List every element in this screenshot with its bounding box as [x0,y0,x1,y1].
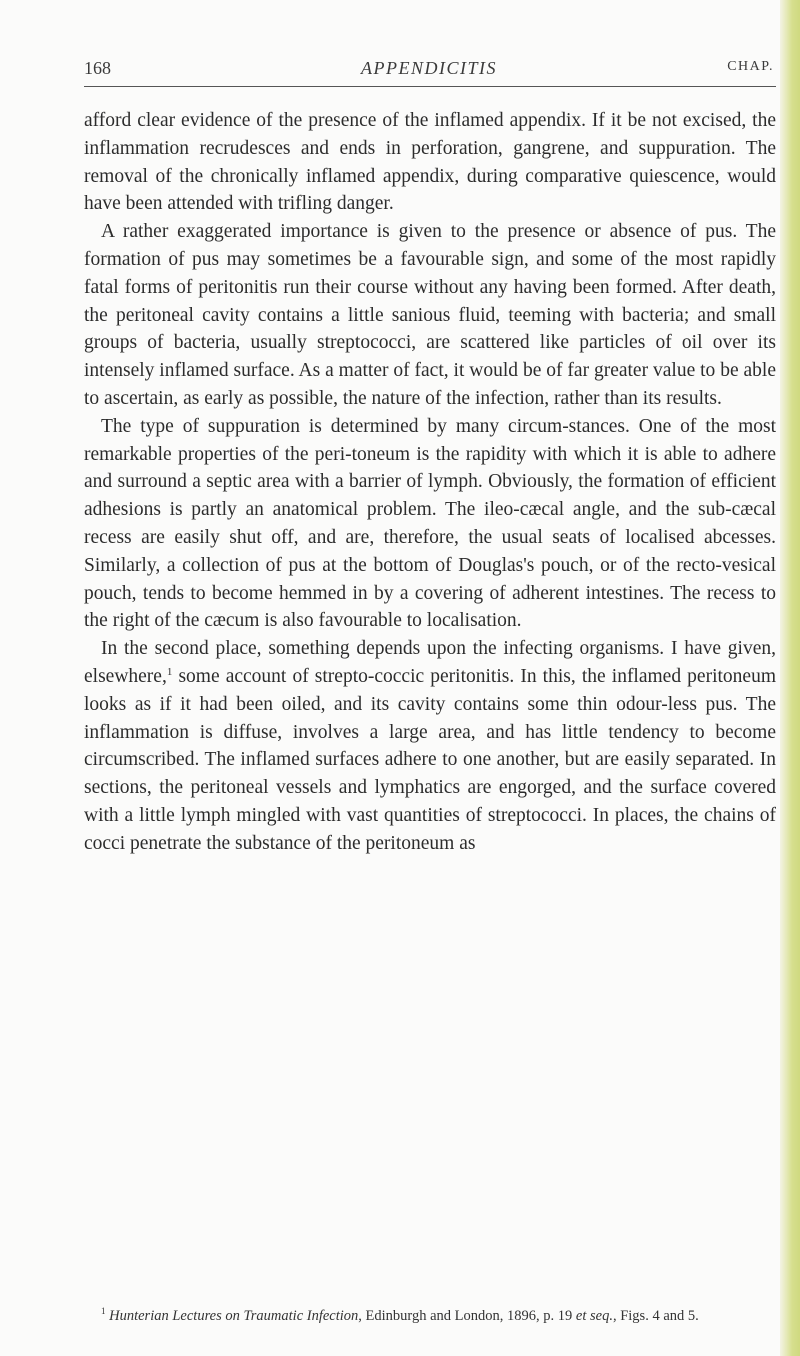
paragraph-2: A rather exaggerated importance is given to the presence or absence of pus. The formation of pus may sometimes be a favourable sign, and some of the most rapidly fatal forms of peritonitis run their course without any having been formed. After death, the peritoneal cavity contains a little sanious fluid, teeming with bacteria; and small groups of bacteria, usually streptococci, are scattered like particles of oil over its intensely inflamed surface. As a matter of fact, it would be of far greater value to be able to ascertain, as early as possible, the nature of the infection, rather than its results. [84,221,776,409]
paragraph-4-after-ref: some account of strepto-coccic peritonitis. In this, the inflamed peritoneum looks as if it had been oiled, and its cavity contains some thin odour-less pus. The inflammation is diffuse, involves a large area, and has little tendency to become circumscribed. The inflamed surfaces adhere to one another, but are easily separated. In sections, the peritoneal vessels and lymphatics are engorged, and the surface covered with a little lymph mingled with vast quantities of streptococci. In places, the chains of cocci penetrate the substance of the peritoneum as [84,665,776,854]
running-title: APPENDICITIS [361,58,497,78]
chapter-mark: CHAP. [727,59,774,74]
footnote [84,1305,776,1327]
paragraph-3: The type of suppuration is determined by many circum-stances. One of the most remarkable properties of the peri-toneum is the rapidity with which it is able to adhere and surround a septic area with a barrier of lymph. Obviously, the formation of efficient adhesions is partly an anatomical problem. The ileo-cæcal angle, and the sub-cæcal recess are easily shut off, and are, therefore, the usual seats of localised abcesses. Similarly, a collection of pus at the bottom of Douglas's pouch, or of the recto-vesical pouch, tends to become hemmed in by a covering of adherent intestines. The recess to the right of the cæcum is also favourable to localisation. [84,415,776,632]
footnote-mark: 1 [101,1306,106,1316]
paragraph-4 [84,635,776,857]
footnote-publisher: , Edinburgh and London, 1896, p. 19 [358,1308,576,1324]
binding-edge [780,0,800,1356]
footnote-et-seq: et seq. [575,1308,613,1324]
running-head [84,58,774,84]
paragraph-4-before-ref: In the second place, something depends upon the infecting organisms. I have given, elsewhere, [84,638,776,687]
paragraph-1: afford clear evidence of the presence of the inflamed appendix. If it be not excised, the inflammation recrudesces and ends in perforation, gangrene, and suppuration. The removal of the chronically inflamed appendix, during comparative quiescence, would have been attended with trifling danger. [84,110,776,215]
footnote-figs: , Figs. 4 and 5. [612,1308,699,1324]
header-rule [84,86,776,87]
body-text [84,107,776,858]
footnote-title: Hunterian Lectures on Traumatic Infection [109,1308,359,1324]
page-number: 168 [84,58,111,78]
footnote-ref-mark[interactable]: 1 [166,665,173,678]
